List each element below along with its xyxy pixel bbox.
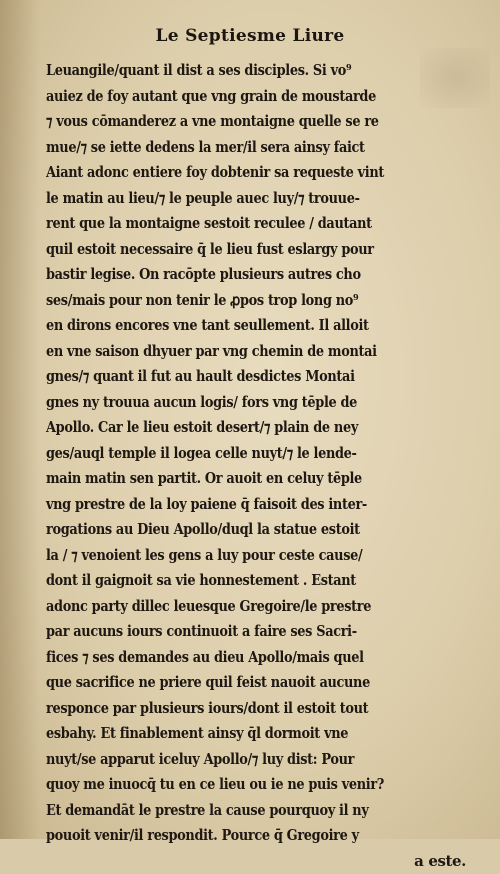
text-line: gnes ny trouua aucun logis/ fors vng tēple de (46, 390, 466, 416)
body-text (46, 58, 466, 874)
text-line: la / ⁊ venoient les gens a luy pour ceste cause/ (46, 543, 466, 569)
text-line: quil estoit necessaire q̄ le lieu fust eslargy pour (46, 237, 466, 263)
text-line: bastir legise. On racōpte plusieurs autres cho (46, 262, 466, 288)
text-line: Apollo. Car le lieu estoit desert/⁊ plain de ney (46, 415, 466, 441)
text-line: adonc party dillec leuesque Gregoire/le prestre (46, 594, 466, 620)
text-line: mue/⁊ se iette dedens la mer/il sera ainsy faict (46, 135, 466, 161)
text-line: ges/auql temple il logea celle nuyt/⁊ le lende- (46, 441, 466, 467)
text-line: que sacrifice ne priere quil feist nauoit aucune (46, 670, 466, 696)
text-line: ses/mais pour non tenir le ꝓpos trop long no⁹ (46, 288, 466, 314)
text-line: Aiant adonc entiere foy dobtenir sa requeste vint (46, 160, 466, 186)
text-line: dont il gaignoit sa vie honnestement . Estant (46, 568, 466, 594)
text-line: le matin au lieu/⁊ le peuple auec luy/⁊ trouue- (46, 186, 466, 212)
text-line: rent que la montaigne sestoit reculee / dautant (46, 211, 466, 237)
text-line: nuyt/se apparut iceluy Apollo/⁊ luy dist: Pour (46, 747, 466, 773)
text-line: en vne saison dhyuer par vng chemin de montai (46, 339, 466, 365)
text-line: Leuangile/quant il dist a ses disciples. Si vo⁹ (46, 58, 466, 84)
text-line: responce par plusieurs iours/dont il estoit tout (46, 696, 466, 722)
text-line: gnes/⁊ quant il fut au hault desdictes Montai (46, 364, 466, 390)
text-line: par aucuns iours continuoit a faire ses Sacri- (46, 619, 466, 645)
text-line: en dirons encores vne tant seullement. Il alloit (46, 313, 466, 339)
text-line: auiez de foy autant que vng grain de moustarde (46, 84, 466, 110)
text-line: Et demandāt le prestre la cause pourquoy il ny (46, 798, 466, 824)
text-line: vng prestre de la loy paiene q̄ faisoit des inter- (46, 492, 466, 518)
text-line: esbahy. Et finablement ainsy q̄l dormoit vne (46, 721, 466, 747)
text-line: main matin sen partit. Or auoit en celuy tēple (46, 466, 466, 492)
text-line: fices ⁊ ses demandes au dieu Apollo/mais quel (46, 645, 466, 671)
text-line: rogations au Dieu Apollo/duql la statue estoit (46, 517, 466, 543)
text-line-last: a este. (46, 849, 466, 874)
text-line: quoy me inuocq̄ tu en ce lieu ou ie ne puis venir? (46, 772, 466, 798)
text-line: ⁊ vous cōmanderez a vne montaigne quelle se re (46, 109, 466, 135)
text-line: pouoit venir/il respondit. Pource q̄ Gregoire y (46, 823, 466, 849)
running-header: Le Septiesme Liure (0, 26, 500, 46)
